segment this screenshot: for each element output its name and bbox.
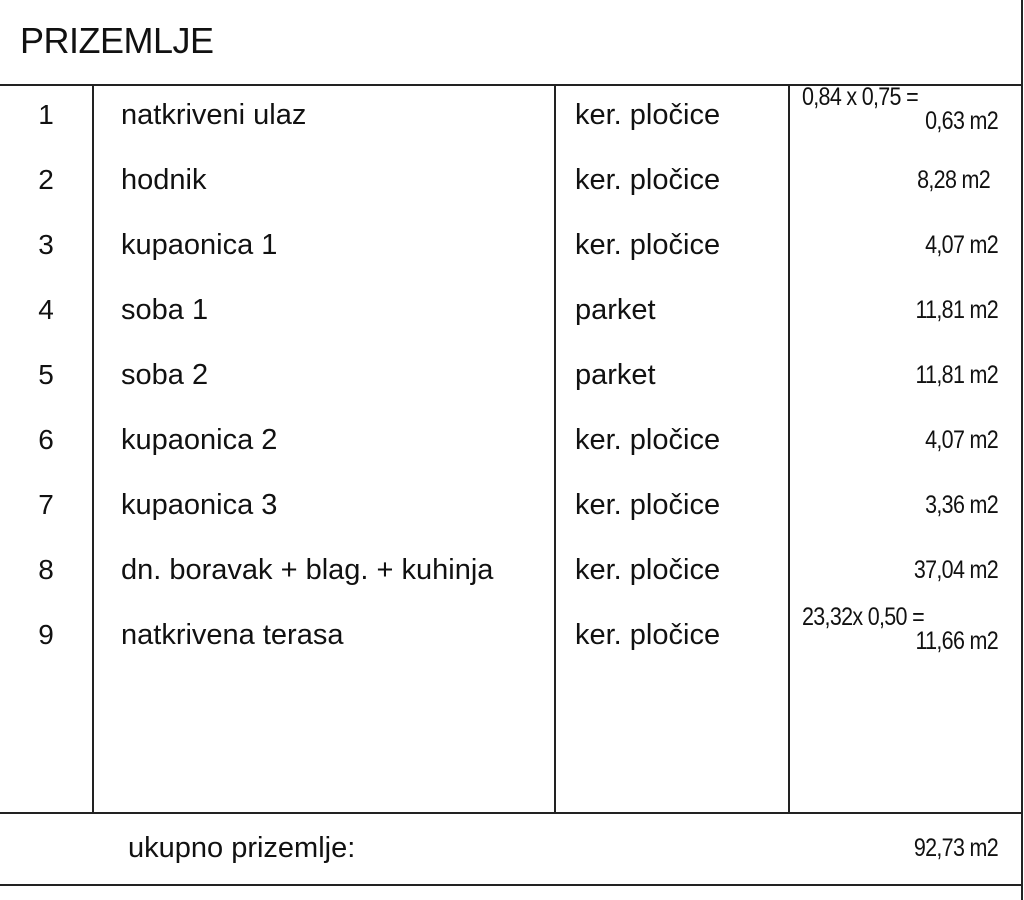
floor-type: ker. pločice bbox=[575, 489, 721, 521]
floor-type: ker. pločice bbox=[575, 164, 721, 196]
row-number: 9 bbox=[38, 619, 54, 650]
room-name: soba 2 bbox=[121, 359, 209, 391]
floor-type: ker. pločice bbox=[575, 424, 721, 456]
room-name: natkriveni ulaz bbox=[121, 99, 307, 131]
table-row bbox=[0, 410, 1021, 475]
row-number: 3 bbox=[38, 229, 54, 260]
total-label: ukupno prizemlje: bbox=[128, 832, 356, 864]
area-calculation: 23,32x 0,50 = bbox=[802, 603, 924, 631]
row-number: 1 bbox=[38, 99, 54, 130]
row-number: 8 bbox=[38, 554, 54, 585]
floor-type: parket bbox=[575, 294, 656, 326]
room-area: 11,66 m2 bbox=[915, 627, 998, 655]
room-name: kupaonica 1 bbox=[121, 229, 278, 261]
table-row bbox=[0, 345, 1021, 410]
room-name: kupaonica 3 bbox=[121, 489, 278, 521]
room-area: 11,81 m2 bbox=[915, 361, 998, 389]
area-calculation: 0,84 x 0,75 = bbox=[802, 83, 918, 111]
floor-type: ker. pločice bbox=[575, 99, 721, 131]
room-area: 4,07 m2 bbox=[925, 231, 998, 259]
room-table bbox=[0, 85, 1021, 670]
page-title: PRIZEMLJE bbox=[20, 20, 214, 61]
table-row bbox=[0, 540, 1021, 605]
row-number: 5 bbox=[38, 359, 54, 390]
room-name: hodnik bbox=[121, 164, 207, 196]
floor-type: ker. pločice bbox=[575, 229, 721, 261]
row-number: 2 bbox=[38, 164, 54, 195]
table-row bbox=[0, 85, 1021, 150]
table-row bbox=[0, 215, 1021, 280]
room-area: 0,63 m2 bbox=[925, 107, 998, 135]
room-name: soba 1 bbox=[121, 294, 209, 326]
total-area: 92,73 m2 bbox=[913, 834, 998, 862]
floor-type: ker. pločice bbox=[575, 619, 721, 651]
room-name: natkrivena terasa bbox=[121, 619, 344, 651]
table-row bbox=[0, 475, 1021, 540]
row-number: 7 bbox=[38, 489, 54, 520]
table-row bbox=[0, 605, 1021, 670]
table-row bbox=[0, 150, 1021, 215]
room-area: 4,07 m2 bbox=[925, 426, 998, 454]
row-number: 4 bbox=[38, 294, 54, 325]
room-area: 8,28 m2 bbox=[917, 166, 990, 194]
table-row bbox=[0, 280, 1021, 345]
room-area: 11,81 m2 bbox=[915, 296, 998, 324]
floor-type: parket bbox=[575, 359, 656, 391]
room-name: kupaonica 2 bbox=[121, 424, 278, 456]
row-number: 6 bbox=[38, 424, 54, 455]
room-area: 37,04 m2 bbox=[913, 556, 998, 584]
floor-type: ker. pločice bbox=[575, 554, 721, 586]
room-area: 3,36 m2 bbox=[925, 491, 998, 519]
total-divider bbox=[0, 884, 1023, 886]
room-name: dn. boravak + blag. + kuhinja bbox=[121, 554, 494, 586]
table-bottom-divider bbox=[0, 812, 1023, 814]
